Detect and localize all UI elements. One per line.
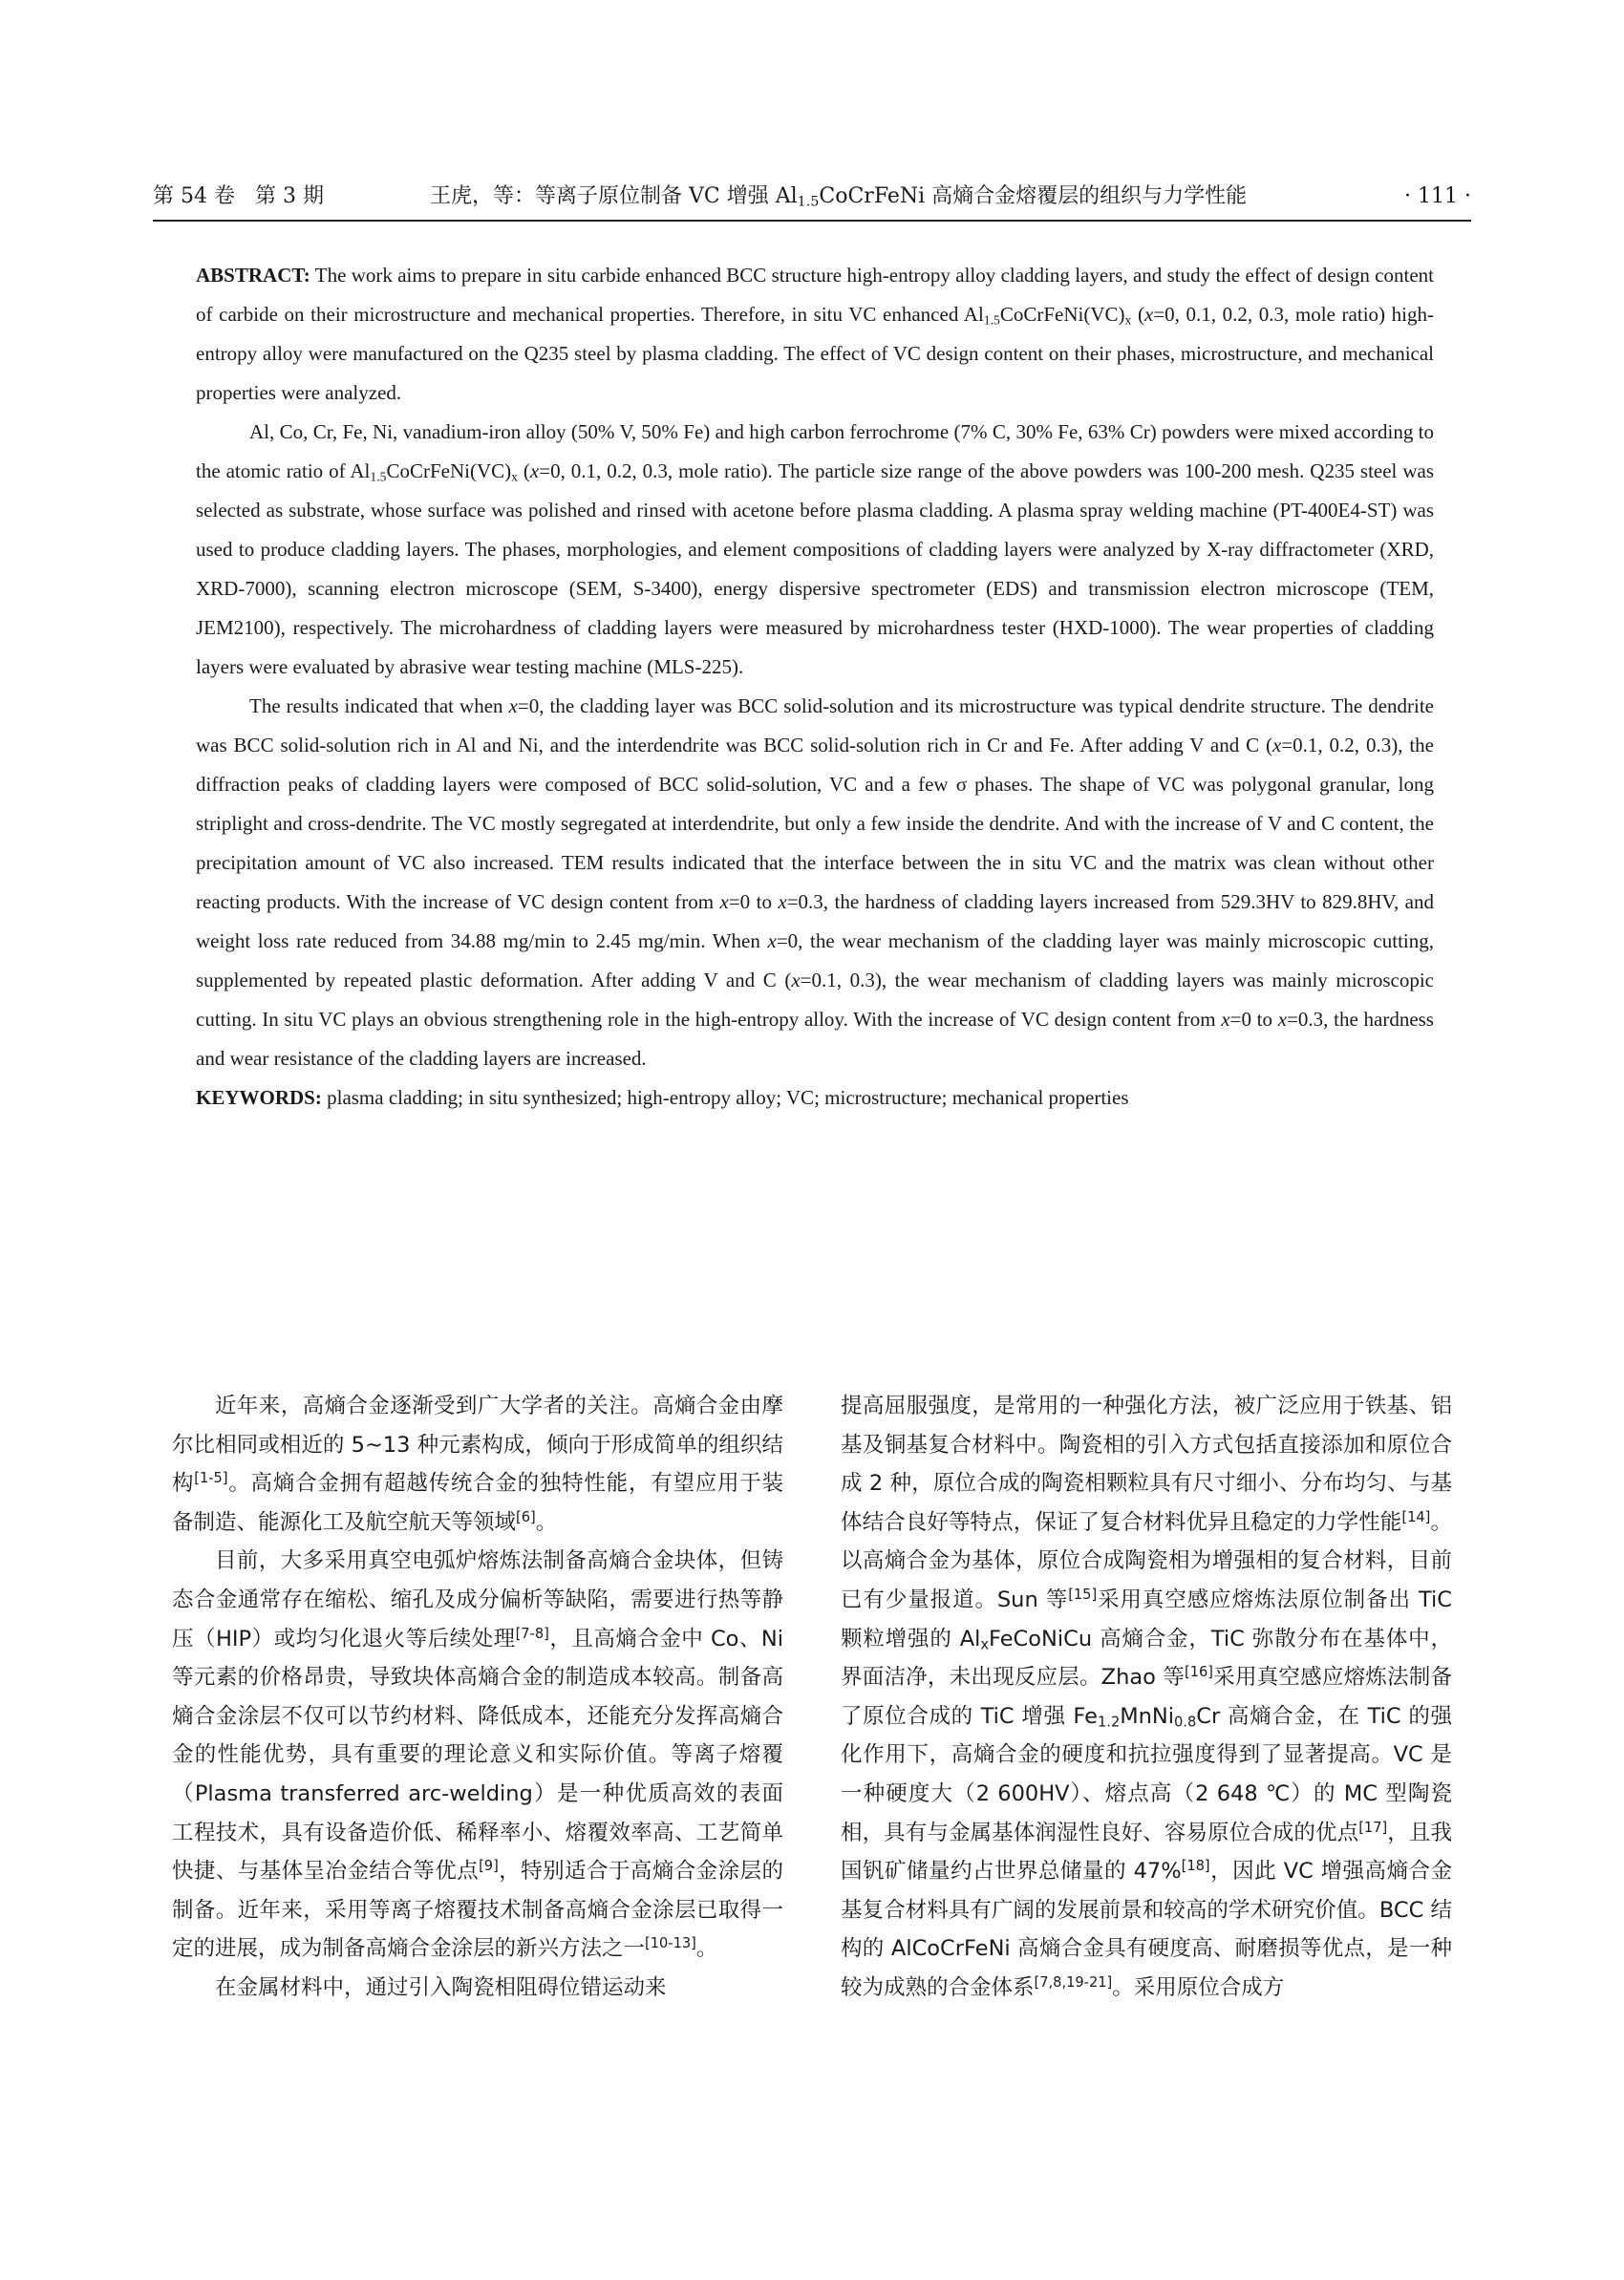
body-text: ，特别适合于高熵合金涂层的制备。近年来，采用等离子熔覆技术制备高熵合金涂层已取得一定的进展，成为制备高熵合金涂层的新兴方法之一 bbox=[172, 1859, 783, 1962]
abstract-text: =0.1, 0.2, 0.3), the diffraction peaks of cladding layers were composed of BCC solid-solution, VC and a few σ phases. The shape of VC was polygonal granular, long striplight and cross-dendrite. The VC mostly segregated at interdendrite, but only a few inside the dendrite. And with the increase of V and C content, the precipitation amount of VC also increased. TEM results indicated that the interface between the in situ VC and the matrix was clean without other reacting products. With the increase of VC design content from bbox=[196, 734, 1434, 913]
citation: [9] bbox=[479, 1858, 499, 1875]
citation: [18] bbox=[1181, 1858, 1210, 1875]
citation: [14] bbox=[1401, 1508, 1431, 1525]
keywords-label: KEYWORDS: bbox=[196, 1086, 322, 1109]
body-text: 目前，大多采用真空电弧炉熔炼法制备高熵合金块体，但铸态合金通常存在缩松、缩孔及成分偏析等缺陷，需要进行热等静压（HIP）或均匀化退火等后续处理 bbox=[172, 1548, 783, 1651]
volume-label: 第 54 卷 bbox=[153, 184, 235, 208]
abstract-paragraph-3 bbox=[196, 687, 1434, 1078]
body-text: Cr 高熵合金，在 TiC 的强化作用下，高熵合金的硬度和抗拉强度得到了显著提高。VC 是一种硬度大（2 600HV）、熔点高（2 648 ℃）的 MC 型陶瓷相，具有与金属基体润湿性良好、容易原位合成的优点 bbox=[841, 1703, 1452, 1845]
abstract-text: =0.3, the hardness and wear resistance of the cladding layers are increased. bbox=[196, 1008, 1434, 1070]
issue-label: 第 3 期 bbox=[254, 184, 324, 208]
abstract-paragraph-2 bbox=[196, 413, 1434, 687]
body-text: MnNi bbox=[1120, 1703, 1174, 1729]
citation: [7,8,19-21] bbox=[1034, 1973, 1113, 1991]
running-title bbox=[430, 178, 1247, 216]
page-number: · 111 · bbox=[1404, 184, 1471, 208]
keywords-text: plasma cladding; in situ synthesized; high-entropy alloy; VC; microstructure; mechanical properties bbox=[321, 1086, 1129, 1109]
abstract-text: =0, 0.1, 0.2, 0.3, mole ratio) high-entropy alloy were manufactured on the Q235 steel by plasma cladding. The effect of VC design content on their phases, microstructure, and mechanical properties were analyzed. bbox=[196, 303, 1434, 404]
body-paragraph bbox=[172, 1969, 783, 2008]
body-column-right bbox=[841, 1387, 1452, 2008]
body-text: FeCoNiCu 高熵合金，TiC 弥散分布在基体中，界面洁净，未出现反应层。Zhao 等 bbox=[841, 1626, 1453, 1691]
abstract-text: =0, the wear mechanism of the cladding layer was mainly microscopic cutting, supplemented by repeated plastic deformation. After adding V and C ( bbox=[196, 929, 1434, 991]
citation: [10-13] bbox=[645, 1935, 696, 1952]
citation: [17] bbox=[1358, 1819, 1388, 1836]
abstract-section bbox=[196, 256, 1434, 1118]
header-rule bbox=[153, 220, 1471, 222]
body-text: 提高屈服强度，是常用的一种强化方法，被广泛应用于铁基、铝基及铜基复合材料中。陶瓷相的引入方式包括直接添加和原位合成 2 种，原位合成的陶瓷相颗粒具有尺寸细小、分布均匀、与基体结合良好等特点，保证了复合材料优异且稳定的力学性能 bbox=[841, 1394, 1452, 1535]
journal-issue bbox=[153, 178, 324, 216]
abstract-text: CoCrFeNi(VC) bbox=[999, 303, 1125, 326]
abstract-text: ( bbox=[517, 459, 530, 482]
subscript: 1.2 bbox=[1098, 1714, 1121, 1731]
running-header bbox=[153, 178, 1471, 216]
body-text: 。采用原位合成方 bbox=[1112, 1974, 1285, 2000]
variable: x bbox=[778, 890, 787, 913]
body-column-left bbox=[172, 1387, 783, 2008]
body-paragraph bbox=[172, 1387, 783, 1542]
body-text: 。 bbox=[535, 1509, 558, 1535]
body-text: ，且高熵合金中 Co、Ni 等元素的价格昂贵，导致块体高熵合金的制造成本较高。制备高熵合金涂层不仅可以节约材料、降低成本，还能充分发挥高熵合金的性能优势，具有重要的理论意义和实际价值。等离子熔覆（Plasma transferred arc-welding）是一种优质高效的表面工程技术，具有设备造价低、稀释率小、熔覆效率高、工艺简单快捷、与基体呈冶金结合等优点 bbox=[172, 1626, 783, 1885]
body-text: 采用真空感应熔炼法原位制备出 TiC 颗粒增强的 Al bbox=[841, 1587, 1452, 1651]
abstract-text: Al, Co, Cr, Fe, Ni, vanadium-iron alloy (50% V, 50% Fe) and high carbon ferrochrome (7% C, 30% Fe, 63% Cr) powders were mixed according to the atomic ratio of Al bbox=[196, 420, 1434, 482]
abstract-label: ABSTRACT: bbox=[196, 264, 310, 287]
body-text: 。以高熵合金为基体，原位合成陶瓷相为增强相的复合材料，目前已有少量报道。Sun 等 bbox=[841, 1509, 1452, 1612]
body-text: ，且我国钒矿储量约占世界总储量的 47% bbox=[841, 1820, 1452, 1885]
abstract-text: =0 to bbox=[1229, 1008, 1278, 1031]
citation: [16] bbox=[1185, 1664, 1214, 1681]
abstract-text: =0.1, 0.3), the wear mechanism of cladding layers was mainly microscopic cutting. In situ VC plays an obvious strengthening role in the high-entropy alloy. With the increase of VC design content from bbox=[196, 969, 1434, 1031]
abstract-text: =0 to bbox=[728, 890, 779, 913]
body-text: 。高熵合金拥有超越传统合金的独特性能，有望应用于装备制造、能源化工及航空航天等领域 bbox=[172, 1471, 783, 1535]
citation: [6] bbox=[516, 1508, 536, 1525]
abstract-text: =0, 0.1, 0.2, 0.3, mole ratio). The particle size range of the above powders was 100-200 mesh. Q235 steel was selected as substrate, whose surface was polished and rinsed with acetone before plasma cladding. A plasma spray welding machine (PT-400E4-ST) was used to produce cladding layers. The phases, morphologies, and element compositions of cladding layers were analyzed by X-ray diffractometer (XRD, XRD-7000), scanning electron microscope (SEM, S-3400), energy dispersive spectrometer (EDS) and transmission electron microscope (TEM, JEM2100), respectively. The microhardness of cladding layers were measured by microhardness tester (HXD-1000). The wear properties of cladding layers were evaluated by abrasive wear testing machine (MLS-225). bbox=[196, 459, 1434, 678]
body-text: 采用真空感应熔炼法制备了原位合成的 TiC 增强 Fe bbox=[841, 1665, 1452, 1729]
variable: x bbox=[508, 694, 518, 717]
subscript: 0.8 bbox=[1174, 1714, 1197, 1731]
citation: [1-5] bbox=[194, 1470, 228, 1487]
running-title-text-end: CoCrFeNi 高熵合金熔覆层的组织与力学性能 bbox=[819, 184, 1248, 208]
subscript: x bbox=[511, 469, 518, 484]
running-title-subscript: 1.5 bbox=[797, 194, 820, 210]
body-text: 在金属材料中，通过引入陶瓷相阻碍位错运动来 bbox=[215, 1974, 667, 2000]
body-text: 近年来，高熵合金逐渐受到广大学者的关注。高熵合金由摩尔比相同或相近的 5~13 种元素构成，倾向于形成简单的组织结构 bbox=[172, 1394, 783, 1497]
variable: x bbox=[791, 969, 801, 991]
subscript: 1.5 bbox=[370, 469, 387, 484]
body-paragraph bbox=[172, 1542, 783, 1969]
body-text: ，因此 VC 增强高熵合金基复合材料具有广阔的发展前景和较高的学术研究价值。BCC 结构的 AlCoCrFeNi 高熵合金具有硬度高、耐磨损等优点，是一种较为成熟的合金体系 bbox=[841, 1859, 1452, 2000]
variable: x bbox=[1277, 1008, 1288, 1031]
subscript: x bbox=[1124, 312, 1132, 328]
body-text: 。 bbox=[695, 1936, 718, 1962]
variable: x bbox=[1272, 734, 1282, 756]
abstract-text: CoCrFeNi(VC) bbox=[386, 459, 512, 482]
running-title-text: 王虎，等：等离子原位制备 VC 增强 Al bbox=[430, 184, 798, 208]
subscript: 1.5 bbox=[983, 312, 1000, 328]
abstract-text: =0, the cladding layer was BCC solid-solution and its microstructure was typical dendrite structure. The dendrite was BCC solid-solution rich in Al and Ni, and the interdendrite was BCC solid-solution rich in Cr and Fe. After adding V and C ( bbox=[196, 694, 1434, 756]
subscript: x bbox=[980, 1636, 989, 1653]
citation: [15] bbox=[1068, 1586, 1098, 1603]
variable: x bbox=[767, 929, 777, 952]
abstract-text: =0.3, the hardness of cladding layers increased from 529.3HV to 829.8HV, and weight loss rate reduced from 34.88 mg/min to 2.45 mg/min. When bbox=[196, 890, 1434, 952]
variable: x bbox=[719, 890, 729, 913]
body-paragraph bbox=[841, 1387, 1452, 2008]
variable: x bbox=[1143, 303, 1154, 326]
citation: [7-8] bbox=[515, 1625, 549, 1642]
keywords bbox=[196, 1078, 1434, 1118]
abstract-text: ( bbox=[1131, 303, 1144, 326]
variable: x bbox=[529, 459, 540, 482]
variable: x bbox=[1221, 1008, 1230, 1031]
abstract-text: The results indicated that when bbox=[249, 694, 509, 717]
abstract-text: The work aims to prepare in situ carbide enhanced BCC structure high-entropy alloy cladding layers, and study the effect of design content of carbide on their microstructure and mechanical properties. Therefore, in situ VC enhanced Al bbox=[196, 264, 1434, 326]
abstract-paragraph-1 bbox=[196, 256, 1434, 413]
